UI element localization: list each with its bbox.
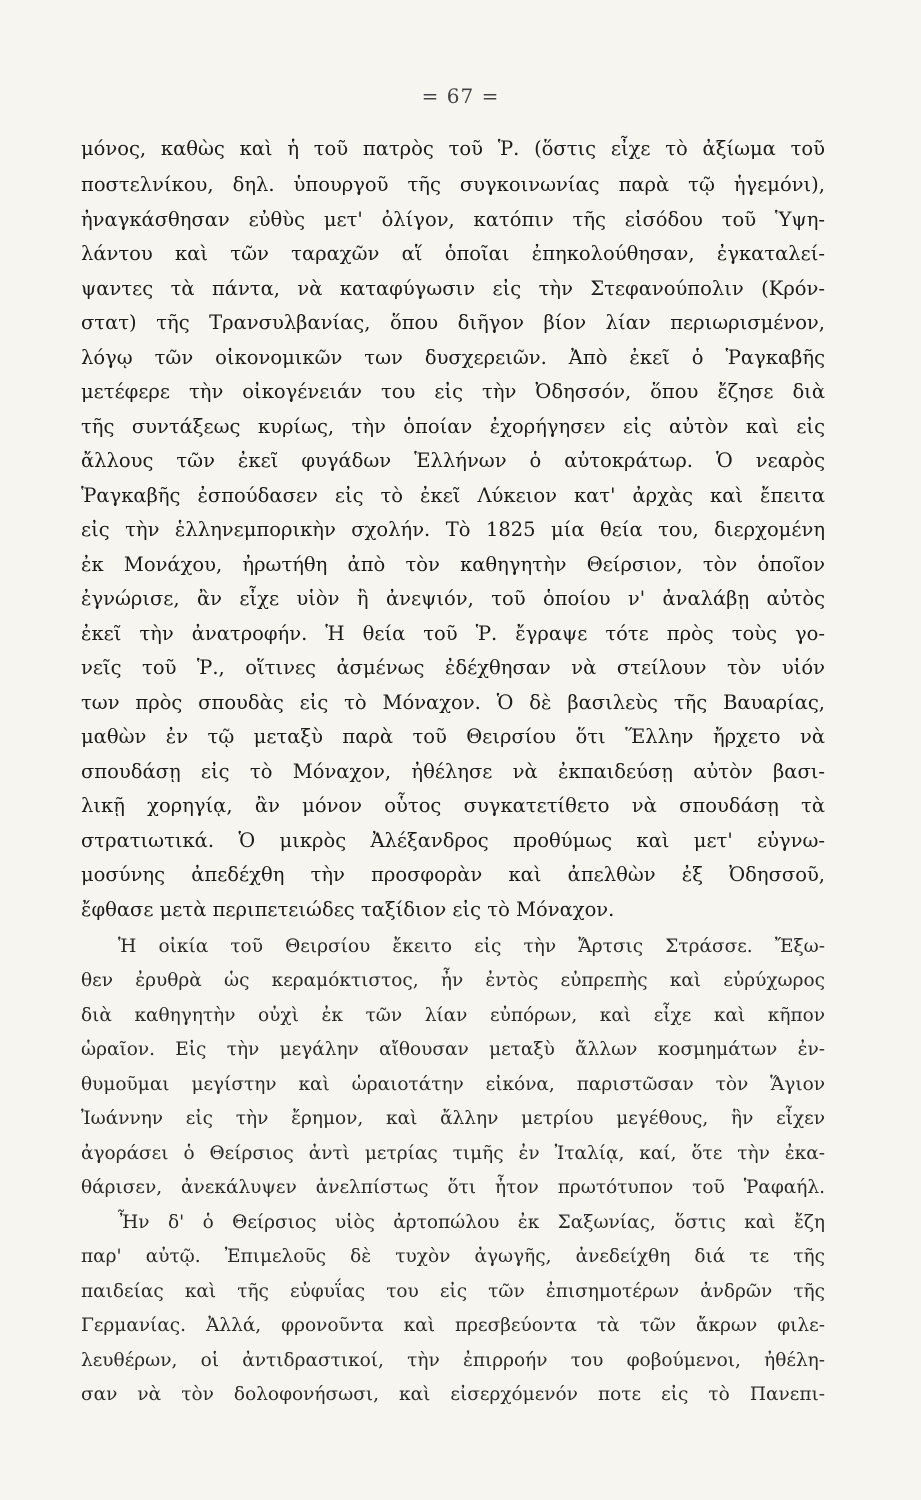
text-line: θυμοῦμαι μεγίστην καὶ ὡραιοτάτην εἰκόνα, παριστῶσαν τὸν Ἅγιον [81, 1074, 825, 1095]
text-line: ἐγνώρισε, ἂν εἶχε υἱὸν ἢ ἀνεψιόν, τοῦ ὁποίου ν' ἀναλάβῃ αὐτὸς [81, 587, 825, 610]
text-line: Ἦν δ' ὁ Θείρσιος υἱὸς ἀρτοπώλου ἐκ Σαξωνίας, ὅστις καὶ ἔζη [118, 1212, 825, 1233]
text-line: λόγῳ τῶν οἰκονομικῶν των δυσχερειῶν. Ἀπὸ ἐκεῖ ὁ Ῥαγκαβῆς [81, 346, 825, 369]
text-line: μόνος, καθὼς καὶ ἡ τοῦ πατρὸς τοῦ Ῥ. (ὅστις εἶχε τὸ ἀξίωμα τοῦ [81, 137, 825, 160]
text-line: Ῥαγκαβῆς ἐσπούδασεν εἰς τὸ ἐκεῖ Λύκειον κατ' ἀρχὰς καὶ ἔπειτα [81, 484, 825, 507]
text-line: στατ) τῆς Τρανσυλβανίας, ὅπου διῆγον βίον λίαν περιωρισμένον, [81, 311, 825, 334]
text-line: παρ' αὐτῷ. Ἐπιμελοῦς δὲ τυχὸν ἀγωγῆς, ἀνεδείχθη διά τε τῆς [81, 1246, 825, 1267]
text-line: θάρισεν, ἀνεκάλυψεν ἀνελπίστως ὅτι ἦτον πρωτότυπον τοῦ Ῥαφαήλ. [81, 1177, 825, 1198]
text-line: Γερμανίας. Ἀλλά, φρονοῦντα καὶ πρεσβεύοντα τὰ τῶν ἄκρων φιλε- [81, 1315, 825, 1336]
text-line: ποστελνίκου, δηλ. ὑπουργοῦ τῆς συγκοινωνίας παρὰ τῷ ἡγεμόνι), [81, 173, 825, 196]
text-line: ἐκ Μονάχου, ἠρωτήθη ἀπὸ τὸν καθηγητὴν Θείρσιον, τὸν ὁποῖον [81, 553, 825, 576]
text-line: μετέφερε τὴν οἰκογένειάν του εἰς τὴν Ὀδησσόν, ὅπου ἔζησε διὰ [81, 380, 825, 403]
page-number: = 67 = [421, 84, 500, 108]
text-line: Ἡ οἰκία τοῦ Θειρσίου ἔκειτο εἰς τὴν Ἄρτσις Στράσσε. Ἔξω- [118, 936, 825, 957]
text-line: λικῇ χορηγίᾳ, ἂν μόνον οὗτος συγκατετίθετο νὰ σπουδάσῃ τὰ [81, 794, 825, 817]
text-line: τῆς συντάξεως κυρίως, τὴν ὁποίαν ἐχορήγησεν εἰς αὐτὸν καὶ εἰς [81, 415, 825, 438]
text-line: ὡραῖον. Εἰς τὴν μεγάλην αἴθουσαν μεταξὺ ἄλλων κοσμημάτων ἐν- [81, 1039, 825, 1060]
text-line: μοσύνης ἀπεδέχθη τὴν προσφορὰν καὶ ἀπελθὼν ἐξ Ὀδησσοῦ, [81, 863, 825, 886]
text-line: των πρὸς σπουδὰς εἰς τὸ Μόναχον. Ὁ δὲ βασιλεὺς τῆς Βαυαρίας, [81, 691, 825, 714]
text-line: Ἰωάννην εἰς τὴν ἔρημον, καὶ ἄλλην μετρίου μεγέθους, ἣν εἶχεν [81, 1108, 825, 1129]
text-line: λευθέρων, οἱ ἀντιδραστικοί, τὴν ἐπιρροήν του φοβούμενοι, ἠθέλη- [81, 1350, 825, 1371]
text-line: ψαντες τὰ πάντα, νὰ καταφύγωσιν εἰς τὴν Στεφανούπολιν (Κρόν- [81, 277, 825, 300]
text-line: θεν ἐρυθρὰ ὡς κεραμόκτιστος, ἦν ἐντὸς εὐπρεπὴς καὶ εὐρύχωρος [81, 970, 825, 991]
text-line: μαθὼν ἐν τῷ μεταξὺ παρὰ τοῦ Θειρσίου ὅτι Ἕλλην ἤρχετο νὰ [81, 725, 825, 748]
text-line: παιδείας καὶ τῆς εὐφυΐας του εἰς τῶν ἐπισημοτέρων ἀνδρῶν τῆς [81, 1281, 825, 1302]
text-line: λάντου καὶ τῶν ταραχῶν αἵ ὁποῖαι ἐπηκολούθησαν, ἐγκαταλεί- [81, 242, 825, 265]
text-line: εἰς τὴν ἑλληνεμπορικὴν σχολήν. Τὸ 1825 μία θεία του, διερχομένη [81, 518, 825, 541]
text-line: ἄλλους τῶν ἐκεῖ φυγάδων Ἑλλήνων ὁ αὐτοκράτωρ. Ὁ νεαρὸς [81, 449, 825, 472]
text-line: ἠναγκάσθησαν εὐθὺς μετ' ὀλίγον, κατόπιν τῆς εἰσόδου τοῦ Ὑψη- [81, 208, 825, 231]
text-line: ἀγοράσει ὁ Θείρσιος ἀντὶ μετρίας τιμῆς ἐν Ἰταλίᾳ, καί, ὅτε τὴν ἐκα- [81, 1143, 825, 1164]
text-line: στρατιωτικά. Ὁ μικρὸς Ἀλέξανδρος προθύμως καὶ μετ' εὐγνω- [81, 829, 825, 852]
text-line: ἔφθασε μετὰ περιπετειώδες ταξίδιον εἰς τὸ Μόναχον. [81, 898, 615, 921]
text-line: διὰ καθηγητὴν οὐχὶ ἐκ τῶν λίαν εὐπόρων, καὶ εἶχε καὶ κῆπον [81, 1005, 825, 1026]
text-line: νεῖς τοῦ Ῥ., οἵτινες ἀσμένως ἐδέχθησαν νὰ στείλουν τὸν υἱόν [81, 656, 825, 679]
text-line: ἐκεῖ τὴν ἀνατροφήν. Ἡ θεία τοῦ Ῥ. ἔγραψε τότε πρὸς τοὺς γο- [81, 622, 825, 645]
text-line: σαν νὰ τὸν δολοφονήσωσι, καὶ εἰσερχόμενόν ποτε εἰς τὸ Πανεπι- [81, 1384, 825, 1405]
text-line: σπουδάσῃ εἰς τὸ Μόναχον, ἠθέλησε νὰ ἐκπαιδεύσῃ αὐτὸν βασι- [81, 760, 825, 783]
